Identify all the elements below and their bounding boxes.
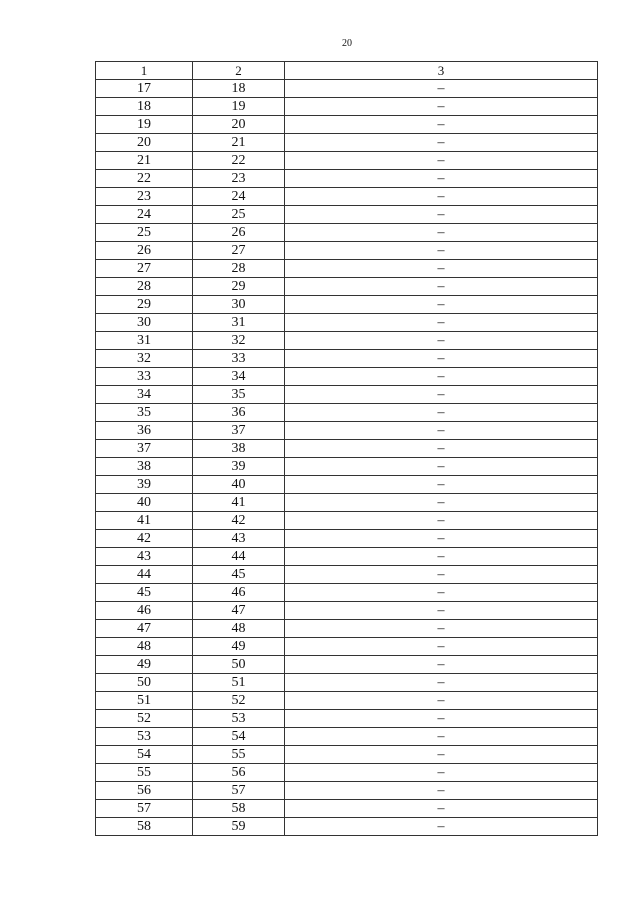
table-cell-col-3: – [285, 512, 598, 530]
table-cell-col-3: – [285, 188, 598, 206]
table-row [96, 692, 598, 710]
table-cell-col-1: 38 [96, 458, 193, 476]
table-row [96, 440, 598, 458]
table-cell-col-2: 31 [193, 314, 285, 332]
table-row [96, 566, 598, 584]
table-cell-col-2: 29 [193, 278, 285, 296]
table-cell-col-1: 25 [96, 224, 193, 242]
table-cell-col-3: – [285, 818, 598, 836]
table-row [96, 350, 598, 368]
table-cell-col-2: 22 [193, 152, 285, 170]
table-cell-col-1: 24 [96, 206, 193, 224]
table-row [96, 170, 598, 188]
table-row [96, 656, 598, 674]
table-cell-col-3: – [285, 224, 598, 242]
table-row [96, 584, 598, 602]
table-row [96, 548, 598, 566]
table-cell-col-3: – [285, 350, 598, 368]
table-cell-col-1: 20 [96, 134, 193, 152]
table-cell-col-1: 32 [96, 350, 193, 368]
table-cell-col-3: – [285, 332, 598, 350]
table-row [96, 242, 598, 260]
table-cell-col-1: 48 [96, 638, 193, 656]
table-cell-col-1: 37 [96, 440, 193, 458]
table-cell-col-3: – [285, 602, 598, 620]
table-cell-col-2: 47 [193, 602, 285, 620]
table-cell-col-2: 59 [193, 818, 285, 836]
table-cell-col-3: – [285, 206, 598, 224]
table-row [96, 422, 598, 440]
table-cell-col-1: 39 [96, 476, 193, 494]
table-cell-col-2: 33 [193, 350, 285, 368]
table-cell-col-1: 58 [96, 818, 193, 836]
table-cell-col-2: 20 [193, 116, 285, 134]
table-cell-col-2: 30 [193, 296, 285, 314]
table-cell-col-2: 19 [193, 98, 285, 116]
column-header-1: 1 [96, 62, 193, 80]
table-row [96, 98, 598, 116]
page-number: 20 [342, 38, 352, 49]
table-row [96, 728, 598, 746]
table-cell-col-2: 35 [193, 386, 285, 404]
table-cell-col-2: 57 [193, 782, 285, 800]
table-cell-col-1: 34 [96, 386, 193, 404]
data-table [95, 61, 598, 836]
table-cell-col-3: – [285, 638, 598, 656]
table-cell-col-3: – [285, 566, 598, 584]
table-cell-col-2: 27 [193, 242, 285, 260]
table-cell-col-2: 26 [193, 224, 285, 242]
table-cell-col-3: – [285, 656, 598, 674]
table-cell-col-3: – [285, 152, 598, 170]
table-row [96, 116, 598, 134]
table-row [96, 260, 598, 278]
table-cell-col-3: – [285, 764, 598, 782]
table-row [96, 368, 598, 386]
table-cell-col-1: 56 [96, 782, 193, 800]
table-cell-col-2: 51 [193, 674, 285, 692]
table-cell-col-1: 26 [96, 242, 193, 260]
table-cell-col-3: – [285, 548, 598, 566]
table-cell-col-3: – [285, 260, 598, 278]
table-cell-col-3: – [285, 98, 598, 116]
table-cell-col-2: 55 [193, 746, 285, 764]
table-cell-col-2: 48 [193, 620, 285, 638]
table-cell-col-3: – [285, 692, 598, 710]
table-cell-col-1: 43 [96, 548, 193, 566]
table-row [96, 638, 598, 656]
table-cell-col-1: 45 [96, 584, 193, 602]
table-cell-col-2: 39 [193, 458, 285, 476]
table-cell-col-1: 44 [96, 566, 193, 584]
table-cell-col-2: 18 [193, 80, 285, 98]
table-cell-col-3: – [285, 458, 598, 476]
table-cell-col-1: 19 [96, 116, 193, 134]
table-cell-col-3: – [285, 746, 598, 764]
table-cell-col-1: 52 [96, 710, 193, 728]
table-cell-col-2: 25 [193, 206, 285, 224]
table-cell-col-2: 53 [193, 710, 285, 728]
table-row [96, 602, 598, 620]
table-cell-col-2: 36 [193, 404, 285, 422]
table-cell-col-1: 22 [96, 170, 193, 188]
table-cell-col-1: 35 [96, 404, 193, 422]
table-cell-col-3: – [285, 440, 598, 458]
table-row [96, 512, 598, 530]
table-row [96, 782, 598, 800]
table-cell-col-1: 29 [96, 296, 193, 314]
table-cell-col-1: 17 [96, 80, 193, 98]
column-header-2: 2 [193, 62, 285, 80]
table-cell-col-1: 46 [96, 602, 193, 620]
table-cell-col-2: 28 [193, 260, 285, 278]
table-cell-col-3: – [285, 710, 598, 728]
table-cell-col-2: 44 [193, 548, 285, 566]
table-cell-col-3: – [285, 800, 598, 818]
table-row [96, 206, 598, 224]
table-row [96, 224, 598, 242]
table-row [96, 746, 598, 764]
table-cell-col-3: – [285, 80, 598, 98]
table-cell-col-1: 54 [96, 746, 193, 764]
table-cell-col-3: – [285, 728, 598, 746]
table-cell-col-3: – [285, 296, 598, 314]
table-cell-col-3: – [285, 170, 598, 188]
table-cell-col-3: – [285, 404, 598, 422]
table-row [96, 80, 598, 98]
table-row [96, 278, 598, 296]
table-row [96, 530, 598, 548]
table-cell-col-1: 41 [96, 512, 193, 530]
table-cell-col-2: 42 [193, 512, 285, 530]
table-cell-col-3: – [285, 134, 598, 152]
table-cell-col-2: 38 [193, 440, 285, 458]
table-cell-col-3: – [285, 368, 598, 386]
table-cell-col-2: 52 [193, 692, 285, 710]
table-cell-col-1: 33 [96, 368, 193, 386]
table-cell-col-2: 37 [193, 422, 285, 440]
table-cell-col-3: – [285, 386, 598, 404]
table-cell-col-3: – [285, 476, 598, 494]
table-row [96, 710, 598, 728]
table-cell-col-2: 24 [193, 188, 285, 206]
table-row [96, 764, 598, 782]
table-cell-col-2: 58 [193, 800, 285, 818]
table-cell-col-2: 46 [193, 584, 285, 602]
table-cell-col-1: 47 [96, 620, 193, 638]
table-row [96, 332, 598, 350]
table-row [96, 674, 598, 692]
table-cell-col-2: 45 [193, 566, 285, 584]
table-cell-col-1: 51 [96, 692, 193, 710]
table-cell-col-1: 30 [96, 314, 193, 332]
table-row [96, 404, 598, 422]
table-cell-col-1: 23 [96, 188, 193, 206]
table-row [96, 386, 598, 404]
table-cell-col-3: – [285, 242, 598, 260]
table-header-row [96, 62, 598, 80]
table-cell-col-3: – [285, 584, 598, 602]
table-cell-col-2: 32 [193, 332, 285, 350]
table-cell-col-1: 21 [96, 152, 193, 170]
table-row [96, 818, 598, 836]
table-cell-col-1: 18 [96, 98, 193, 116]
table-cell-col-3: – [285, 620, 598, 638]
table-cell-col-1: 55 [96, 764, 193, 782]
table-cell-col-2: 50 [193, 656, 285, 674]
table-row [96, 476, 598, 494]
table-cell-col-1: 36 [96, 422, 193, 440]
table-cell-col-1: 28 [96, 278, 193, 296]
table-cell-col-2: 23 [193, 170, 285, 188]
table-cell-col-1: 27 [96, 260, 193, 278]
table-row [96, 494, 598, 512]
table-cell-col-1: 31 [96, 332, 193, 350]
table-body [96, 62, 598, 836]
table-row [96, 800, 598, 818]
table-cell-col-1: 57 [96, 800, 193, 818]
table-cell-col-3: – [285, 422, 598, 440]
table-cell-col-2: 41 [193, 494, 285, 512]
table-cell-col-1: 50 [96, 674, 193, 692]
table-row [96, 134, 598, 152]
table-row [96, 188, 598, 206]
column-header-3: 3 [285, 62, 598, 80]
table-cell-col-2: 49 [193, 638, 285, 656]
table-cell-col-1: 49 [96, 656, 193, 674]
table-row [96, 152, 598, 170]
table-row [96, 458, 598, 476]
table-cell-col-3: – [285, 314, 598, 332]
table-row [96, 314, 598, 332]
table-cell-col-3: – [285, 674, 598, 692]
table-row [96, 296, 598, 314]
table-cell-col-2: 21 [193, 134, 285, 152]
table-cell-col-1: 42 [96, 530, 193, 548]
table-cell-col-3: – [285, 782, 598, 800]
table-cell-col-3: – [285, 530, 598, 548]
table-cell-col-2: 43 [193, 530, 285, 548]
table-cell-col-2: 56 [193, 764, 285, 782]
table-cell-col-2: 40 [193, 476, 285, 494]
table-cell-col-3: – [285, 278, 598, 296]
table-cell-col-3: – [285, 116, 598, 134]
table-cell-col-1: 53 [96, 728, 193, 746]
table-cell-col-1: 40 [96, 494, 193, 512]
table-cell-col-2: 34 [193, 368, 285, 386]
table-cell-col-3: – [285, 494, 598, 512]
table-row [96, 620, 598, 638]
table-cell-col-2: 54 [193, 728, 285, 746]
